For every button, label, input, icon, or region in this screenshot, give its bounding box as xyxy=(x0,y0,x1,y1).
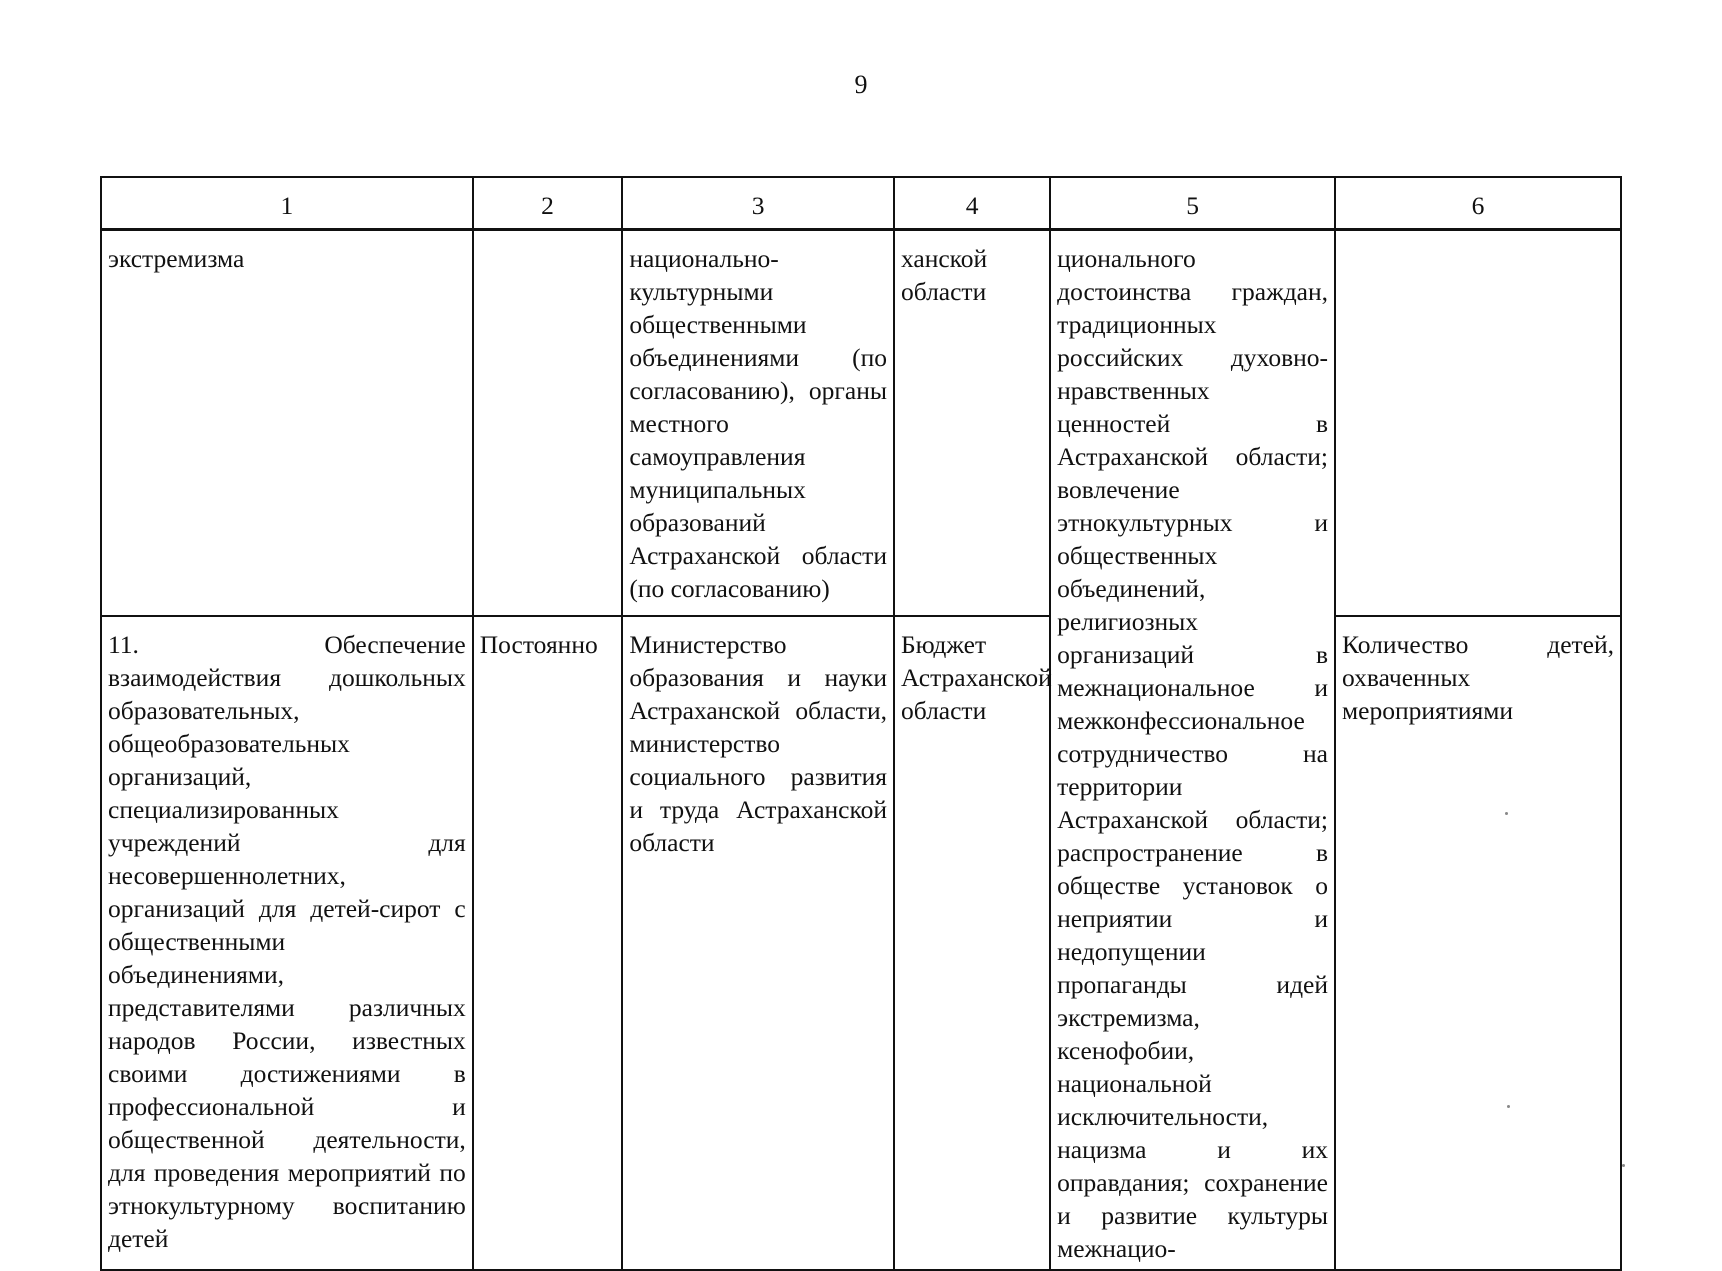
cell-text: ционального достоинства граждан, традиционных российских духовно-нравственных ценностей в Астраханской области; вовлечение этнокультурных и общественных объединений, религиозных организаций в межнациональное и межконфессиональное сотрудничество на территории Астраханской области; распространение в обществе установок о неприятии и недопущении пропаганды идей экстремизма, ксенофобии, национальной исключительности, нацизма и их оправдания; сохранение и развитие культуры межнацио- xyxy=(1057,244,1329,1263)
table-row xyxy=(101,230,1621,616)
column-header-4: 4 xyxy=(894,177,1050,230)
cell-text: 11. Обеспечение взаимодействия дошкольных образовательных, общеобразовательных организаций, специализированных учреждений для несовершеннолетних, организаций для детей-сирот с общественными объединениями, представителями различных народов России, известных своими достижениями в профессиональной и общественной деятельности, для проведения мероприятий по этнокультурному воспитанию детей xyxy=(108,629,466,1253)
page-number: 9 xyxy=(854,70,868,99)
table-cell xyxy=(894,616,1050,1270)
cell-text: ханской области xyxy=(900,244,988,306)
cell-text: Бюджет Астраханской области xyxy=(900,629,1052,725)
table-cell xyxy=(473,230,623,616)
table-cell xyxy=(473,616,623,1270)
column-header-1: 1 xyxy=(101,177,473,230)
cell-text: Постоянно xyxy=(479,629,598,659)
table-cell xyxy=(101,616,473,1270)
table-cell xyxy=(894,230,1050,616)
cell-text: Количество детей, охваченных мероприятиями xyxy=(1342,629,1614,725)
column-header-3: 3 xyxy=(622,177,894,230)
column-header-2: 2 xyxy=(473,177,623,230)
header-row xyxy=(101,177,1621,230)
column-header-6: 6 xyxy=(1335,177,1621,230)
table-cell xyxy=(622,230,894,616)
program-table xyxy=(100,176,1622,1271)
cell-text: экстремизма xyxy=(108,244,245,273)
table-cell-merged xyxy=(1050,230,1335,1271)
table-cell xyxy=(622,616,894,1270)
cell-text: Министерство образования и науки Астраханской области, министерство социального развития и труда Астраханской области xyxy=(629,629,887,857)
scan-speck xyxy=(1507,1105,1510,1108)
table-cell xyxy=(1335,230,1621,616)
scan-speck xyxy=(1622,1164,1625,1167)
table-cell xyxy=(101,230,473,616)
table-row xyxy=(101,616,1621,1270)
column-header-5: 5 xyxy=(1050,177,1335,230)
cell-text: национально-культурными общественными объединениями (по согласованию), органы местного самоуправления муниципальных образований Астраханской области (по согласованию) xyxy=(629,244,887,603)
table-cell xyxy=(1335,616,1621,1270)
scan-speck xyxy=(1505,812,1508,815)
